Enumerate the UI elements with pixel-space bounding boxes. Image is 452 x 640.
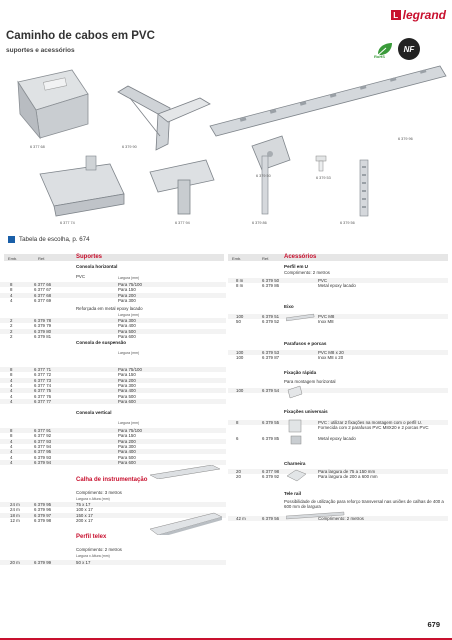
table-row	[228, 420, 448, 431]
cell-ref: 6 379 54	[262, 388, 280, 393]
cell-ref: 6 377 91	[34, 428, 52, 433]
col-emb: Emb.	[8, 255, 18, 261]
cell-emb: 4	[10, 438, 13, 444]
charneira-image	[286, 468, 308, 484]
caption-6-377-94: 6 377 94	[175, 221, 190, 225]
cell-emb: 4	[10, 454, 13, 460]
cell-emb: 8 m	[236, 283, 244, 289]
cell-emb: 4	[10, 297, 13, 303]
cell-emb: 8	[10, 282, 13, 287]
table-reference-text: Tabela de escolha, p. 674	[19, 236, 90, 243]
calha-length: Comprimento: 3 metros	[76, 490, 122, 495]
cell-ref: 6 377 92	[34, 433, 52, 439]
cell-emb: 18 m	[10, 512, 20, 518]
product-image-perfil-u-vertical	[262, 156, 268, 214]
sub-consola-horizontal: Consola horizontal	[76, 264, 118, 269]
legrand-logo	[391, 8, 446, 22]
fixacao-desc: Para montagem horizontal	[284, 379, 336, 384]
fixacao-image	[286, 384, 304, 400]
cell-emb: 4	[10, 377, 13, 383]
cell-desc: Para 75/100	[118, 367, 142, 372]
cell-emb: 20	[236, 469, 241, 474]
cell-ref: 6 379 93	[34, 454, 52, 460]
cell-ref: 6 379 96	[34, 507, 52, 513]
cell-desc: 75 x 17	[76, 502, 91, 507]
table-row	[0, 399, 226, 404]
cell-ref: 6 379 53	[262, 350, 280, 355]
tele-rail-desc: Possibilidade de utilização para reforço transversal nas uniões de calhas de 400 a 600 mm de largura	[284, 499, 444, 510]
cell-ref: 6 377 75	[34, 388, 52, 394]
unit-label: Largura (mm)	[118, 276, 140, 280]
cell-ref: 6 377 71	[34, 367, 52, 372]
cell-desc: Para 150	[118, 433, 136, 439]
cell-ref: 6 377 98	[262, 469, 280, 474]
cell-emb: 4	[10, 382, 13, 388]
product-image-consola-suspensao	[40, 156, 124, 216]
cell-ref: 6 377 66	[34, 282, 52, 287]
cell-emb: 20	[236, 474, 241, 480]
cell-desc: Para 300	[118, 297, 136, 303]
cell-ref: 6 379 94	[34, 459, 52, 465]
cell-desc: Para 75/100	[118, 282, 142, 287]
calha-unit: Largura x Altura (mm)	[76, 497, 110, 501]
right-column-header	[228, 254, 448, 261]
nf-badge: NF	[398, 38, 420, 60]
cell-desc: Para 150	[118, 287, 136, 293]
cell-desc: Para 150	[118, 372, 136, 378]
cell-ref: 6 379 85	[262, 436, 280, 441]
cell-desc: Para 200	[118, 438, 136, 444]
cell-ref: 6 377 95	[34, 449, 52, 455]
pvc-label: PVC	[76, 274, 86, 279]
cell-ref: 6 377 76	[34, 393, 52, 399]
cell-emb: 24 m	[10, 502, 20, 507]
cell-emb: 8	[236, 420, 239, 425]
page-subtitle: suportes e acessórios	[6, 47, 75, 54]
unit-label-2: Largura (mm)	[118, 313, 140, 317]
cell-desc: Para 300	[118, 318, 136, 323]
legrand-logo-mark: L	[391, 10, 401, 20]
calha-image	[150, 465, 220, 479]
col-emb-right: Emb.	[232, 255, 242, 261]
cell-ref: 6 379 78	[34, 318, 52, 323]
unit-label-3: Largura (mm)	[118, 351, 140, 355]
cell-emb: 100	[236, 314, 244, 319]
cell-emb: 2	[10, 333, 13, 339]
heading-calha: Calha de instrumentação	[76, 477, 148, 483]
cell-emb: 2	[10, 323, 13, 329]
cell-ref: 6 377 93	[34, 438, 52, 444]
cell-desc: Para 500	[118, 454, 136, 460]
table-icon	[8, 236, 15, 243]
sub-fixacao-rapida: Fixação rápida	[284, 370, 317, 375]
table-row	[228, 319, 448, 324]
cell-desc: Metal epoxy lacado	[318, 436, 356, 441]
cell-ref: 6 377 68	[34, 292, 52, 298]
cell-emb: 8	[10, 428, 13, 433]
perfil-u-length: Comprimento: 2 metros	[284, 270, 330, 275]
cell-emb: 100	[236, 355, 244, 361]
cell-desc: PVC M8	[318, 314, 335, 319]
cell-emb: 100	[236, 388, 244, 393]
cell-ref: 6 377 72	[34, 372, 52, 378]
cell-desc: Para 200	[118, 292, 136, 298]
rohs-badge	[372, 40, 398, 60]
cell-emb: 2	[10, 318, 13, 323]
cell-desc: Para 600	[118, 398, 136, 404]
cell-ref: 6 377 77	[34, 398, 52, 404]
sub-tele-rail: Tele rail	[284, 491, 302, 496]
cell-emb: 4	[10, 459, 13, 465]
cell-desc: Para largura de 75 a 150 mm	[318, 469, 376, 474]
cell-desc: Para 500	[118, 393, 136, 399]
cell-ref: 6 379 80	[34, 328, 52, 334]
cell-desc: Para 600	[118, 333, 136, 339]
cell-desc: PVC	[318, 278, 328, 283]
cell-emb: 20 m	[10, 560, 20, 565]
cell-ref: 6 379 99	[34, 560, 52, 565]
table-row	[228, 388, 448, 393]
cell-emb: 4	[10, 443, 13, 449]
cell-ref: 6 377 69	[34, 297, 52, 303]
cell-emb: 8 m	[236, 278, 244, 283]
cell-emb: 6	[236, 436, 239, 441]
product-image-fixacao-universal	[252, 136, 290, 170]
sub-consola-vertical: Consola vertical	[76, 410, 112, 415]
cell-ref: 6 379 87	[262, 355, 280, 361]
cell-desc: 200 x 17	[76, 517, 93, 523]
product-photos	[0, 64, 452, 234]
cell-desc: Para 400	[118, 449, 136, 455]
cell-desc: Metal epoxy lacado	[318, 283, 356, 289]
sub-charneira: Charneira	[284, 461, 306, 466]
product-image-consola-reforcada	[118, 86, 210, 150]
cell-ref: 6 379 55	[262, 420, 280, 425]
heading-suportes: Suportes	[76, 254, 103, 260]
table-row	[0, 298, 226, 303]
cell-emb: 4	[10, 292, 13, 298]
cell-desc: Para 400	[118, 323, 136, 329]
reinforced-label: Reforçada em metal epoxy lacado	[76, 306, 143, 311]
legrand-logo-text: legrand	[402, 8, 446, 22]
cell-desc: PVC M8 x 20	[318, 350, 344, 355]
cell-desc: 50 x 17	[76, 560, 91, 565]
table-reference[interactable]	[8, 236, 90, 243]
page-number: 679	[427, 620, 440, 629]
heading-acessorios: Acessórios	[284, 254, 317, 260]
cell-desc: Inox M8 x 20	[318, 355, 344, 361]
cell-ref: 6 377 67	[34, 287, 52, 293]
calha-photo	[150, 509, 222, 535]
sub-eixo: Eixo	[284, 304, 294, 309]
telex-length: Comprimento: 2 metros	[76, 547, 122, 552]
cell-ref: 6 379 92	[262, 474, 280, 480]
product-image-perfil-u-rail	[210, 66, 446, 136]
cell-ref: 6 379 81	[34, 333, 52, 339]
cell-ref: 6 377 94	[34, 443, 52, 449]
caption-6-379-53: 6 379 53	[316, 176, 331, 180]
cell-emb: 8	[10, 372, 13, 378]
cell-ref: 6 379 51	[262, 314, 280, 319]
cell-ref: 6 379 56	[262, 516, 280, 521]
product-image-tele-rail	[360, 160, 368, 216]
cell-emb: 4	[10, 393, 13, 399]
caption-6-379-86: 6 379 86	[252, 221, 267, 225]
unit-label-4: Largura (mm)	[118, 421, 140, 425]
sub-consola-suspensao: Consola de suspensão	[76, 340, 127, 345]
cell-ref: 6 379 97	[34, 512, 52, 518]
eixo-image	[286, 312, 316, 322]
sub-parafusos: Parafusos e porcas	[284, 341, 327, 346]
cell-ref: 6 379 79	[34, 323, 52, 329]
cell-desc: Para 75/100	[118, 428, 142, 433]
caption-6-379-56: 6 379 56	[340, 221, 355, 225]
table-row	[228, 283, 448, 288]
cell-desc: Para 300	[118, 382, 136, 388]
col-ref: Ref.	[38, 255, 46, 261]
table-row	[228, 436, 448, 441]
cell-emb: 2	[10, 328, 13, 334]
cell-desc: Para 500	[118, 328, 136, 334]
cell-emb: 24 m	[10, 507, 20, 513]
product-image-consola-vertical	[150, 160, 214, 214]
cell-ref: 6 377 74	[34, 382, 52, 388]
col-ref-right: Ref.	[262, 255, 270, 261]
cell-desc: Para 200	[118, 377, 136, 383]
cell-desc: Para 400	[118, 388, 136, 394]
cell-emb: 12 m	[10, 517, 20, 523]
cell-desc: PVC : utilizar 2 fixações na montagem com o perfil U. Fornecida com 2 parafusos PVC M8X20 e 2 porcas PVC	[318, 420, 429, 431]
cell-ref: 6 379 52	[262, 319, 280, 325]
tele-rail-image	[286, 510, 346, 522]
sub-fixacoes-universais: Fixações universais	[284, 409, 328, 414]
cell-ref: 6 379 86	[262, 283, 280, 289]
caption-6-379-96: 6 379 96	[398, 137, 413, 141]
left-column-header	[4, 254, 224, 261]
telex-unit: Largura x Altura (mm)	[76, 554, 110, 558]
cell-desc: Comprimento: 2 metros	[318, 516, 364, 521]
product-image-parafuso	[316, 156, 326, 171]
cell-ref: 6 377 73	[34, 377, 52, 383]
rohs-label: RoHS	[374, 54, 385, 59]
cell-emb: 100	[236, 350, 244, 355]
product-image-consola-horizontal	[18, 70, 88, 138]
cell-ref: 6 379 98	[34, 517, 52, 523]
cell-desc: Para largura de 200 a 600 mm	[318, 474, 378, 480]
caption-6-379-50: 6 379 50	[256, 174, 271, 178]
page-title: Caminho de cabos em PVC	[6, 30, 155, 42]
caption-6-379-90: 6 379 90	[122, 145, 137, 149]
table-row	[228, 474, 448, 479]
cell-desc: 150 x 17	[76, 512, 93, 518]
universal-fixing-image	[286, 418, 306, 448]
table-row	[228, 355, 448, 360]
cell-desc: Para 300	[118, 443, 136, 449]
cell-emb: 4	[10, 449, 13, 455]
cell-emb: 50	[236, 319, 241, 325]
caption-6-377-68: 6 377 68	[30, 145, 45, 149]
table-row	[0, 334, 226, 339]
cell-emb: 42 m	[236, 516, 246, 521]
sub-perfil-u: Perfil em U	[284, 264, 308, 269]
cell-emb: 4	[10, 388, 13, 394]
cell-emb: 8	[10, 367, 13, 372]
cell-desc: 100 x 17	[76, 507, 93, 513]
cell-ref: 6 379 95	[34, 502, 52, 507]
cell-ref: 6 379 50	[262, 278, 280, 283]
heading-telex: Perfil telex	[76, 534, 107, 540]
cell-desc: Inox M8	[318, 319, 334, 325]
cell-desc: Para 600	[118, 459, 136, 465]
cell-emb: 8	[10, 433, 13, 439]
caption-6-377-74: 6 377 74	[60, 221, 75, 225]
cell-emb: 8	[10, 287, 13, 293]
cell-emb: 4	[10, 398, 13, 404]
table-row	[0, 560, 226, 565]
